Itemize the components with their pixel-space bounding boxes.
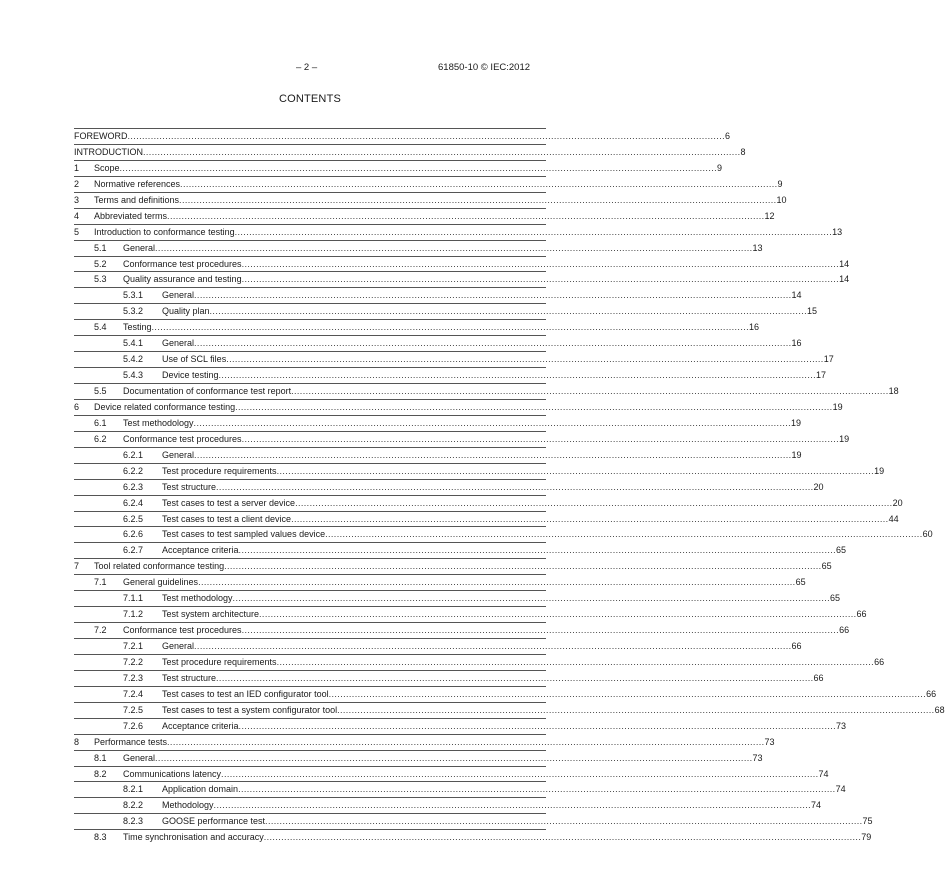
- toc-entry-body: [94, 559, 832, 574]
- toc-entry-body: [162, 639, 802, 654]
- dot-leader: ..............................................................................................................................................................................................................: [232, 593, 831, 604]
- toc-entry-number: 8: [74, 736, 80, 747]
- toc-entry-page-number: 19: [791, 449, 802, 460]
- dot-leader: ..............................................................................................................................................................................................................: [276, 656, 875, 667]
- toc-entry-body: [123, 320, 760, 335]
- toc-entry-label: Time synchronisation and accuracy: [123, 830, 264, 845]
- toc-entry[interactable]: [74, 367, 827, 383]
- toc-entry[interactable]: [74, 224, 843, 240]
- page-header: [0, 62, 620, 76]
- toc-entry-number: 8.2.3: [123, 816, 144, 827]
- toc-entry-label: Application domain: [162, 782, 238, 797]
- toc-entry[interactable]: [74, 495, 903, 511]
- toc-entry-number: 6: [74, 401, 80, 412]
- toc-entry-page-number: 17: [823, 354, 834, 365]
- toc-entry-label: Test cases to test a system configurator tool: [162, 703, 337, 718]
- toc-entry-page-number: 15: [807, 306, 818, 317]
- toc-entry-page-number: 14: [791, 290, 802, 301]
- toc-entry-body: [162, 527, 933, 542]
- toc-entry-number: 1: [74, 162, 80, 173]
- toc-entry-number: 5.1: [94, 242, 107, 253]
- dot-leader: ..............................................................................................................................................................................................................: [291, 386, 889, 396]
- toc-entry[interactable]: [74, 574, 806, 590]
- dot-leader: ..............................................................................................................................................................................................................: [155, 242, 753, 253]
- toc-entry-number: 5.4.2: [123, 354, 144, 365]
- toc-entry-page-number: 19: [874, 465, 885, 476]
- toc-entry-page-number: 20: [813, 481, 824, 492]
- toc-entry-page-number: 65: [836, 545, 847, 556]
- toc-entry-label: Test system architecture: [162, 607, 259, 622]
- toc-entry-number: 7.1.1: [123, 593, 144, 604]
- toc-entry[interactable]: [74, 542, 847, 558]
- dot-leader: ..............................................................................................................................................................................................................: [194, 338, 792, 349]
- toc-entry-page-number: 65: [795, 577, 806, 588]
- dot-leader: ..............................................................................................................................................................................................................: [265, 816, 863, 827]
- dot-leader: ..............................................................................................................................................................................................................: [216, 481, 814, 492]
- toc-entry-page-number: 10: [776, 194, 787, 205]
- toc-entry-body: [162, 464, 885, 479]
- toc-entry[interactable]: [74, 287, 802, 303]
- toc-entry[interactable]: [74, 479, 824, 495]
- toc-entry-number: 7.2: [94, 625, 107, 636]
- toc-entry[interactable]: [74, 797, 822, 813]
- page-number: – 2 –: [296, 62, 318, 73]
- toc-entry-number: 6.2.3: [123, 481, 144, 492]
- toc-entry-body: [123, 241, 763, 256]
- toc-entry-page-number: 66: [874, 656, 885, 667]
- toc-entry-label: General: [162, 336, 194, 351]
- dot-leader: ..............................................................................................................................................................................................................: [241, 274, 840, 285]
- dot-leader: ..............................................................................................................................................................................................................: [241, 625, 840, 636]
- toc-entry-number: 5.3.1: [123, 290, 144, 301]
- toc-entry-number: 6.2.7: [123, 545, 144, 556]
- toc-entry-page-number: 13: [752, 242, 763, 253]
- toc-entry-body: [123, 272, 850, 287]
- dot-leader: ..............................................................................................................................................................................................................: [235, 401, 833, 412]
- toc-entry-page-number: 12: [764, 210, 775, 221]
- toc-entry-body: [94, 193, 787, 208]
- toc-entry-body: [162, 368, 827, 383]
- toc-entry-body: [162, 352, 834, 367]
- toc-entry[interactable]: [74, 415, 802, 431]
- dot-leader: ..............................................................................................................................................................................................................: [151, 322, 750, 333]
- toc-entry-number: 8.2.2: [123, 800, 144, 811]
- toc-entry[interactable]: [74, 383, 899, 399]
- toc-entry-page-number: 66: [791, 641, 802, 651]
- toc-entry-label: Quality assurance and testing: [123, 272, 242, 287]
- toc-entry-body: [94, 177, 783, 192]
- dot-leader: ..............................................................................................................................................................................................................: [259, 609, 857, 620]
- toc-entry-page-number: 14: [839, 258, 850, 269]
- toc-entry[interactable]: [74, 590, 841, 606]
- toc-entry-number: 5.4: [94, 322, 107, 333]
- toc-entry[interactable]: [74, 431, 850, 447]
- toc-entry-number: 5.3.2: [123, 306, 144, 317]
- toc-entry-number: 8.3: [94, 832, 107, 843]
- toc-entry-label: Scope: [94, 161, 120, 176]
- toc-entry-body: [162, 798, 822, 813]
- toc-entry-page-number: 6: [725, 131, 731, 141]
- toc-entry-page-number: 74: [818, 768, 829, 779]
- toc-entry-body: [162, 288, 802, 303]
- dot-leader: ..............................................................................................................................................................................................................: [216, 672, 814, 683]
- toc-entry-body: [94, 735, 775, 750]
- toc-entry-number: 4: [74, 210, 80, 221]
- toc-entry-page-number: 13: [832, 226, 843, 237]
- toc-entry-number: 2: [74, 178, 80, 189]
- toc-entry-label: Test procedure requirements: [162, 464, 277, 479]
- toc-entry-number: 7.1.2: [123, 609, 144, 620]
- toc-entry-label: Use of SCL files: [162, 352, 226, 367]
- toc-entry-label: Device testing: [162, 368, 219, 383]
- toc-entry-label: Conformance test procedures: [123, 257, 242, 272]
- toc-entry[interactable]: [74, 829, 872, 845]
- dot-leader: ..............................................................................................................................................................................................................: [328, 688, 927, 699]
- toc-entry-label: Tool related conformance testing: [94, 559, 224, 574]
- toc-entry-label: Conformance test procedures: [123, 432, 242, 447]
- toc-entry-number: 6.2.2: [123, 465, 144, 476]
- toc-entry[interactable]: [74, 813, 873, 829]
- dot-leader: ..............................................................................................................................................................................................................: [238, 784, 836, 795]
- toc-entry-label: Acceptance criteria: [162, 719, 239, 734]
- toc-entry-label: Methodology: [162, 798, 214, 813]
- toc-entry-number: 5.2: [94, 258, 107, 269]
- toc-entry-label: Acceptance criteria: [162, 543, 239, 558]
- dot-leader: ..............................................................................................................................................................................................................: [221, 768, 819, 779]
- toc-entry-page-number: 66: [839, 625, 850, 636]
- toc-entry-number: 6.2: [94, 433, 107, 444]
- toc-entry-body: [94, 225, 843, 240]
- toc-entry-body: [162, 687, 937, 702]
- toc-entry-number: 5.4.3: [123, 370, 144, 381]
- toc-entry-label: Test methodology: [162, 591, 233, 606]
- toc-entry[interactable]: [74, 160, 723, 176]
- toc-entry[interactable]: [74, 240, 763, 256]
- toc-entry-body: [162, 480, 824, 495]
- toc-entry-number: 3: [74, 194, 80, 205]
- toc-entry[interactable]: [74, 638, 802, 654]
- toc-entry-number: 7.2.3: [123, 672, 144, 683]
- toc-entry-body: [123, 623, 850, 638]
- dot-leader: ..............................................................................................................................................................................................................: [167, 736, 765, 747]
- toc-entry-number: 6.2.5: [123, 513, 144, 524]
- dot-leader: ..............................................................................................................................................................................................................: [218, 370, 817, 381]
- dot-leader: ..............................................................................................................................................................................................................: [180, 178, 778, 189]
- toc-entry-body: [74, 129, 731, 144]
- toc-entry-page-number: 19: [839, 433, 850, 444]
- toc-entry[interactable]: [74, 463, 885, 479]
- toc-entry-label: Abbreviated terms: [94, 209, 167, 224]
- toc-entry-label: Normative references: [94, 177, 180, 192]
- toc-entry-page-number: 68: [934, 704, 945, 715]
- toc-entry-page-number: 14: [839, 274, 850, 285]
- toc-entry-label: GOOSE performance test: [162, 814, 265, 829]
- toc-entry-body: [123, 257, 850, 272]
- toc-entry-number: 8.1: [94, 752, 107, 763]
- toc-entry-page-number: 73: [836, 720, 847, 731]
- toc-entry-label: Test structure: [162, 671, 216, 686]
- toc-entry-page-number: 66: [926, 688, 937, 699]
- toc-entry-page-number: 16: [791, 338, 802, 349]
- toc-entry[interactable]: [74, 176, 783, 192]
- toc-entry-page-number: 60: [922, 529, 933, 540]
- dot-leader: ..............................................................................................................................................................................................................: [295, 497, 893, 508]
- toc-entry[interactable]: [74, 447, 802, 463]
- toc-entry-body: [162, 591, 841, 606]
- toc-entry-page-number: 65: [830, 593, 841, 604]
- toc-entry-number: 6.2.4: [123, 497, 144, 508]
- toc-entry-body: [94, 209, 775, 224]
- toc-entry[interactable]: [74, 718, 847, 734]
- dot-leader: ..............................................................................................................................................................................................................: [337, 704, 935, 715]
- toc-entry-page-number: 9: [777, 178, 783, 189]
- toc-entry-body: [94, 400, 843, 415]
- toc-entry-page-number: 44: [888, 513, 899, 524]
- toc-entry-label: Quality plan: [162, 304, 210, 319]
- toc-entry-label: FOREWORD: [74, 129, 128, 144]
- toc-entry-number: 6.2.6: [123, 529, 144, 540]
- toc-entry-number: 6.1: [94, 417, 107, 428]
- toc-entry[interactable]: [74, 271, 850, 287]
- toc-entry-body: [123, 384, 899, 399]
- toc-entry-label: Test cases to test an IED configurator tool: [162, 687, 329, 702]
- toc-entry-body: [162, 543, 847, 558]
- toc-entry-page-number: 17: [816, 370, 827, 381]
- dot-leader: ..............................................................................................................................................................................................................: [213, 800, 812, 811]
- toc-entry-page-number: 16: [749, 322, 760, 333]
- dot-leader: ..............................................................................................................................................................................................................: [224, 561, 822, 572]
- toc-entry-label: Test structure: [162, 480, 216, 495]
- toc-entry-page-number: 20: [892, 497, 903, 508]
- toc-entry-number: 7.2.6: [123, 720, 144, 731]
- toc-entry-label: Communications latency: [123, 767, 221, 782]
- toc-entry[interactable]: [74, 734, 775, 750]
- toc-entry-label: Device related conformance testing: [94, 400, 235, 415]
- toc-entry[interactable]: [74, 606, 867, 622]
- toc-entry-body: [74, 145, 746, 160]
- toc-entry-label: Test cases to test sampled values device: [162, 527, 325, 542]
- toc-entry-body: [162, 703, 945, 718]
- toc-entry-label: Testing: [123, 320, 152, 335]
- toc-entry[interactable]: [74, 622, 850, 638]
- toc-entry-body: [123, 432, 850, 447]
- dot-leader: ..............................................................................................................................................................................................................: [143, 146, 741, 157]
- dot-leader: ..............................................................................................................................................................................................................: [167, 210, 765, 221]
- dot-leader: ..............................................................................................................................................................................................................: [263, 832, 862, 843]
- toc-entry[interactable]: [74, 192, 787, 208]
- toc-entry[interactable]: [74, 702, 945, 718]
- toc-entry[interactable]: [74, 686, 937, 702]
- toc-entry-number: 5.3: [94, 274, 107, 285]
- dot-leader: ..............................................................................................................................................................................................................: [291, 513, 889, 524]
- dot-leader: ..............................................................................................................................................................................................................: [155, 752, 753, 763]
- toc-entry-page-number: 79: [861, 832, 872, 843]
- toc-entry-label: INTRODUCTION: [74, 145, 143, 160]
- toc-entry-body: [162, 304, 818, 319]
- toc-entry-label: Test cases to test a client device: [162, 512, 291, 527]
- toc-entry-body: [123, 575, 806, 590]
- toc-entry-body: [162, 814, 873, 829]
- toc-entry[interactable]: [74, 558, 832, 574]
- dot-leader: ..............................................................................................................................................................................................................: [127, 131, 725, 141]
- toc-entry-body: [162, 607, 867, 622]
- toc-entry-number: 5.4.1: [123, 338, 144, 349]
- toc-entry-page-number: 73: [764, 736, 775, 747]
- toc-entry-page-number: 65: [821, 561, 832, 572]
- toc-entry[interactable]: [74, 511, 899, 527]
- toc-entry[interactable]: [74, 781, 846, 797]
- toc-entry-page-number: 19: [832, 401, 843, 412]
- standard-reference: 61850-10 © IEC:2012: [438, 62, 531, 73]
- toc-entry-number: 7: [74, 561, 80, 572]
- toc-entry-number: 6.2.1: [123, 449, 144, 460]
- toc-entry-page-number: 8: [740, 146, 746, 157]
- dot-leader: ..............................................................................................................................................................................................................: [241, 433, 840, 444]
- toc-entry-body: [123, 416, 802, 431]
- toc-entry[interactable]: [74, 670, 824, 686]
- toc-entry-body: [123, 767, 829, 782]
- dot-leader: ..............................................................................................................................................................................................................: [194, 290, 792, 301]
- toc-entry[interactable]: [74, 654, 885, 670]
- toc-entry-number: 7.2.2: [123, 656, 144, 667]
- dot-leader: ..............................................................................................................................................................................................................: [209, 306, 808, 317]
- toc-entry-body: [162, 336, 802, 351]
- toc-entry-number: 8.2: [94, 768, 107, 779]
- toc-entry-body: [162, 496, 903, 511]
- dot-leader: ..............................................................................................................................................................................................................: [194, 449, 792, 460]
- dot-leader: ..............................................................................................................................................................................................................: [119, 162, 718, 173]
- toc-entry-body: [162, 655, 885, 670]
- toc-entry-body: [162, 512, 899, 527]
- toc-entry-body: [162, 671, 824, 686]
- toc-entry-label: Test methodology: [123, 416, 194, 431]
- toc-entry-label: General guidelines: [123, 575, 198, 590]
- toc-entry-page-number: 66: [856, 609, 867, 620]
- toc-entry-page-number: 75: [862, 816, 873, 827]
- toc-entry-page-number: 66: [813, 672, 824, 683]
- dot-leader: ..............................................................................................................................................................................................................: [241, 258, 840, 269]
- toc-entry-label: General: [162, 288, 194, 303]
- toc-entry[interactable]: [74, 399, 843, 415]
- toc-entry-number: 5: [74, 226, 80, 237]
- toc-entry[interactable]: [74, 766, 829, 782]
- toc-entry-number: 7.2.4: [123, 688, 144, 699]
- toc-entry-page-number: 19: [791, 417, 802, 428]
- toc-entry[interactable]: [74, 256, 850, 272]
- toc-entry-label: Documentation of conformance test report: [123, 384, 291, 399]
- toc-entry-number: 8.2.1: [123, 784, 144, 795]
- toc-entry[interactable]: [74, 144, 746, 160]
- toc-entry[interactable]: [74, 335, 802, 351]
- dot-leader: ..............................................................................................................................................................................................................: [198, 577, 796, 588]
- toc-entry-label: General: [162, 639, 194, 654]
- table-of-contents: [74, 128, 945, 845]
- dot-leader: ..............................................................................................................................................................................................................: [179, 194, 777, 205]
- toc-entry-number: 7.2.1: [123, 641, 144, 651]
- toc-entry-page-number: 18: [888, 386, 899, 396]
- dot-leader: ..............................................................................................................................................................................................................: [276, 465, 875, 476]
- toc-entry-label: Test cases to test a server device: [162, 496, 295, 511]
- dot-leader: ..............................................................................................................................................................................................................: [234, 226, 833, 237]
- toc-entry-page-number: 9: [717, 162, 723, 173]
- dot-leader: ..............................................................................................................................................................................................................: [325, 529, 923, 540]
- toc-entry-label: Performance tests: [94, 735, 167, 750]
- toc-entry-label: General: [162, 448, 194, 463]
- toc-entry-page-number: 73: [752, 752, 763, 763]
- toc-entry-label: General: [123, 241, 155, 256]
- toc-entry[interactable]: [74, 128, 731, 144]
- toc-entry-label: Introduction to conformance testing: [94, 225, 235, 240]
- toc-entry-label: Terms and definitions: [94, 193, 179, 208]
- toc-entry-label: Test procedure requirements: [162, 655, 277, 670]
- toc-entry[interactable]: [74, 208, 775, 224]
- toc-entry-body: [123, 751, 763, 766]
- page-title: CONTENTS: [278, 93, 342, 105]
- toc-entry[interactable]: [74, 351, 834, 367]
- toc-entry[interactable]: [74, 750, 763, 766]
- toc-entry[interactable]: [74, 303, 818, 319]
- dot-leader: ..............................................................................................................................................................................................................: [194, 641, 792, 651]
- toc-entry-body: [162, 719, 847, 734]
- toc-entry-body: [123, 830, 872, 845]
- toc-entry-page-number: 74: [811, 800, 822, 811]
- dot-leader: ..............................................................................................................................................................................................................: [238, 720, 837, 731]
- toc-entry[interactable]: [74, 526, 933, 542]
- toc-entry-label: Conformance test procedures: [123, 623, 242, 638]
- toc-entry-number: 7.1: [94, 577, 107, 588]
- toc-entry-body: [162, 782, 846, 797]
- toc-entry-page-number: 74: [835, 784, 846, 795]
- toc-entry-number: 5.5: [94, 386, 107, 396]
- dot-leader: ..............................................................................................................................................................................................................: [226, 354, 824, 365]
- toc-entry-body: [162, 448, 802, 463]
- dot-leader: ..............................................................................................................................................................................................................: [193, 417, 792, 428]
- toc-entry-label: General: [123, 751, 155, 766]
- dot-leader: ..............................................................................................................................................................................................................: [238, 545, 837, 556]
- toc-entry-body: [94, 161, 723, 176]
- toc-entry-number: 7.2.5: [123, 704, 144, 715]
- toc-entry[interactable]: [74, 319, 760, 335]
